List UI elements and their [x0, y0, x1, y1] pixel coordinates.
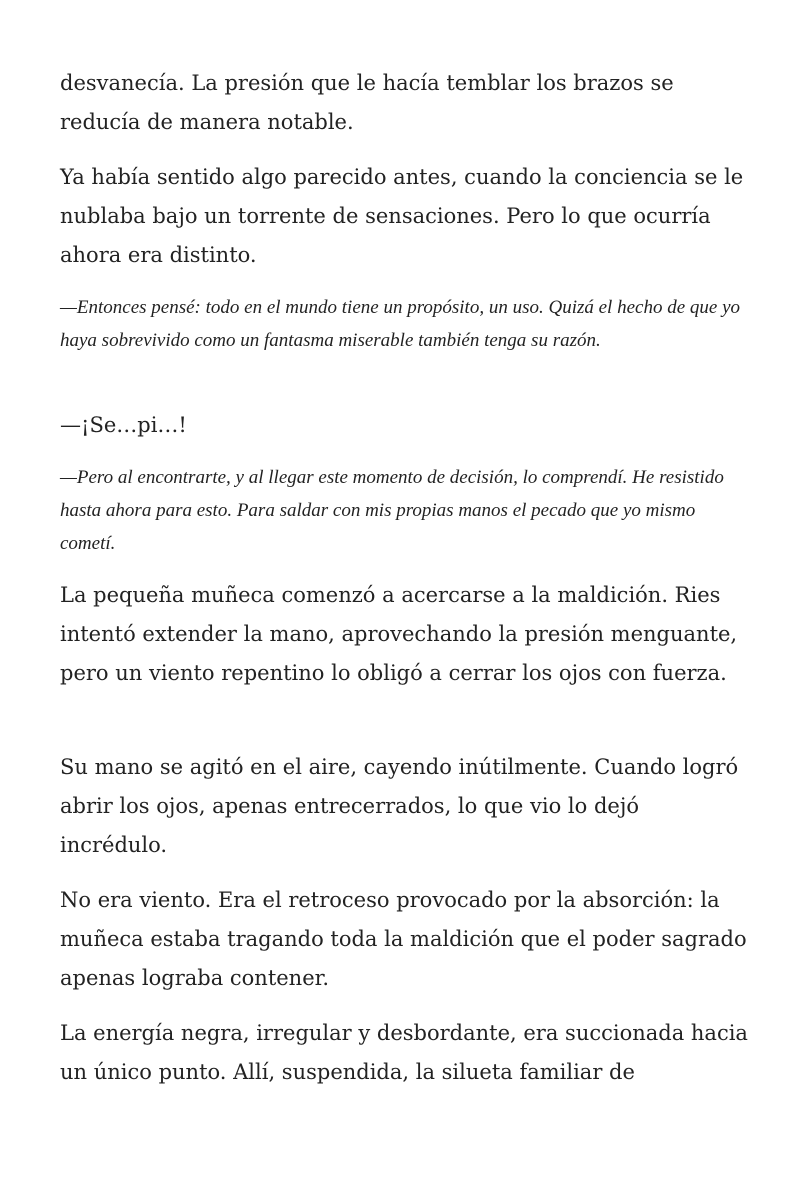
paragraph: Ya había sentido algo parecido antes, cuando la conciencia se le nublaba bajo un torrente de sensaciones. Pero lo que ocurría ahora era distinto. [60, 165, 744, 267]
dialogue-paragraph: —¡Se…pi…! [60, 413, 187, 437]
paragraph: La pequeña muñeca comenzó a acercarse a la maldición. Ries intentó extender la mano, aprovechando la presión menguante, pero un viento repentino lo obligó a cerrar los ojos con fuerza. [60, 583, 738, 685]
paragraph: No era viento. Era el retroceso provocado por la absorción: la muñeca estaba tragando toda la maldición que el poder sagrado apenas lograba contener. [60, 888, 747, 990]
paragraph: Su mano se agitó en el aire, cayendo inútilmente. Cuando logró abrir los ojos, apenas entrecerrados, lo que vio lo dejó incrédulo. [60, 755, 739, 857]
book-page [60, 0, 750, 1200]
paragraph: desvanecía. La presión que le hacía temblar los brazos se reducía de manera notable. [60, 71, 674, 134]
italic-dialogue-paragraph: —Entonces pensé: todo en el mundo tiene un propósito, un uso. Quizá el hecho de que yo haya sobrevivido como un fantasma miserable también tenga su razón. [60, 297, 741, 351]
paragraph: La energía negra, irregular y desbordante, era succionada hacia un único punto. Allí, suspendida, la silueta familiar de [60, 1021, 748, 1084]
italic-dialogue-paragraph: —Pero al encontrarte, y al llegar este momento de decisión, lo comprendí. He resistido hasta ahora para esto. Para saldar con mis propias manos el pecado que yo mismo cometí. [60, 467, 724, 554]
